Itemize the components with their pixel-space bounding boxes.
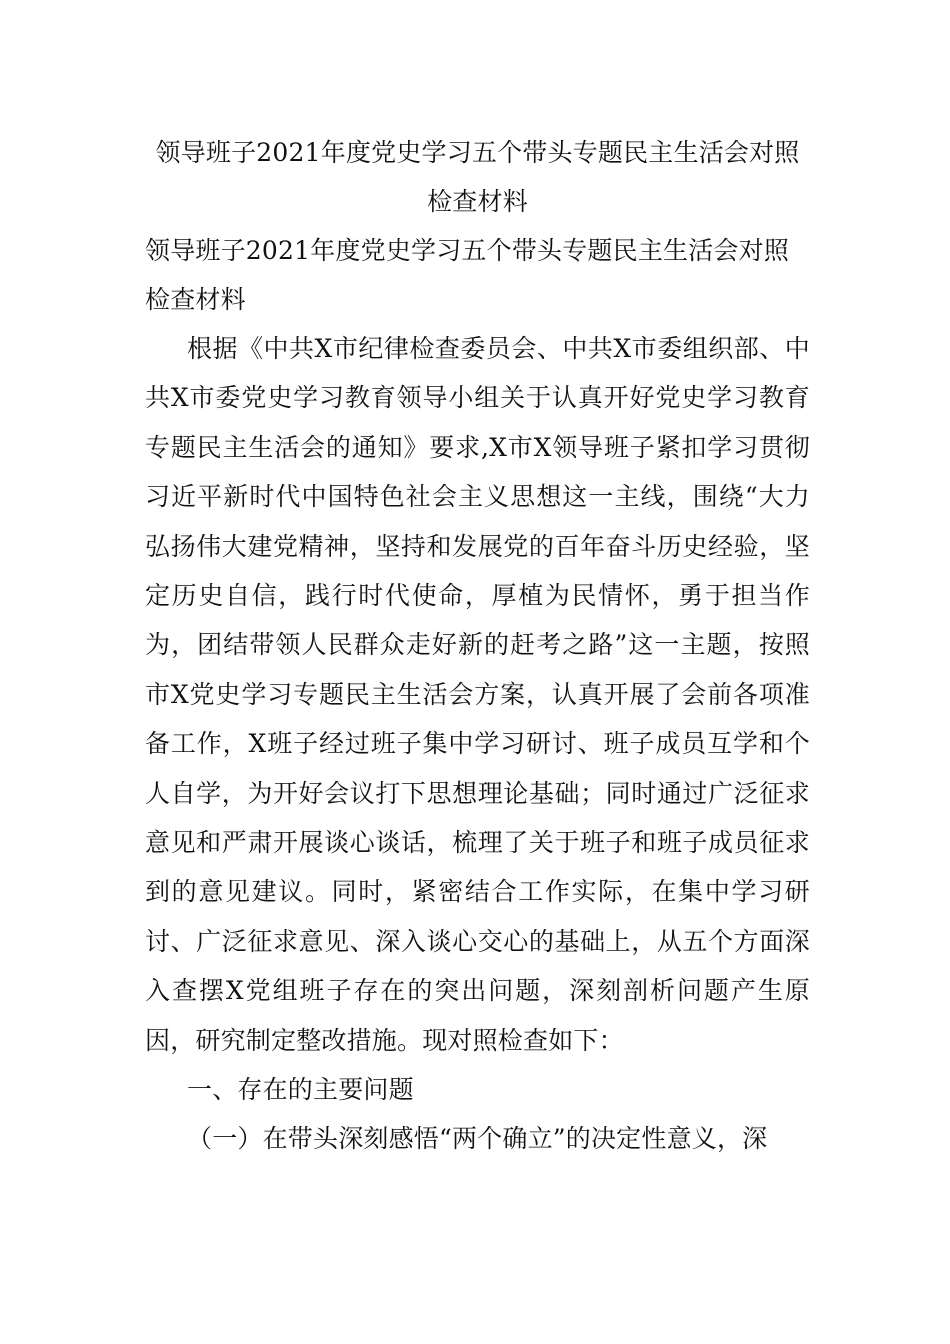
document-content [145, 128, 810, 1163]
document-title: 领导班子2021年度党史学习五个带头专题民主生活会对照检查材料 [155, 138, 800, 216]
sub-heading: （一）在带头深刻感悟“两个确立”的决定性意义，深 [187, 1124, 768, 1154]
repeated-title: 领导班子2021年度党史学习五个带头专题民主生活会对照检查材料 [145, 236, 790, 314]
body-paragraph: 根据《中共X市纪律检查委员会、中共X市委组织部、中共X市委党史学习教育领导小组关于认真开好党史学习教育专题民主生活会的通知》要求,X市X领导班子紧扣学习贯彻习近平新时代中国特色社会主义思想这一主线，围绕“大力弘扬伟大建党精神，坚持和发展党的百年奋斗历史经验，坚定历史自信，践行时代使命，厚植为民情怀，勇于担当作为，团结带领人民群众走好新的赶考之路”这一主题，按照市X党史学习专题民主生活会方案，认真开展了会前各项准备工作，X班子经过班子集中学习研讨、班子成员互学和个人自学，为开好会议打下思想理论基础；同时通过广泛征求意见和严肃开展谈心谈话，梳理了关于班子和班子成员征求到的意见建议。同时，紧密结合工作实际，在集中学习研讨、广泛征求意见、深入谈心交心的基础上，从五个方面深入查摆X党组班子存在的突出问题，深刻剖析问题产生原因，研究制定整改措施。现对照检查如下： [145, 334, 810, 1055]
section-heading: 一、存在的主要问题 [187, 1075, 414, 1105]
